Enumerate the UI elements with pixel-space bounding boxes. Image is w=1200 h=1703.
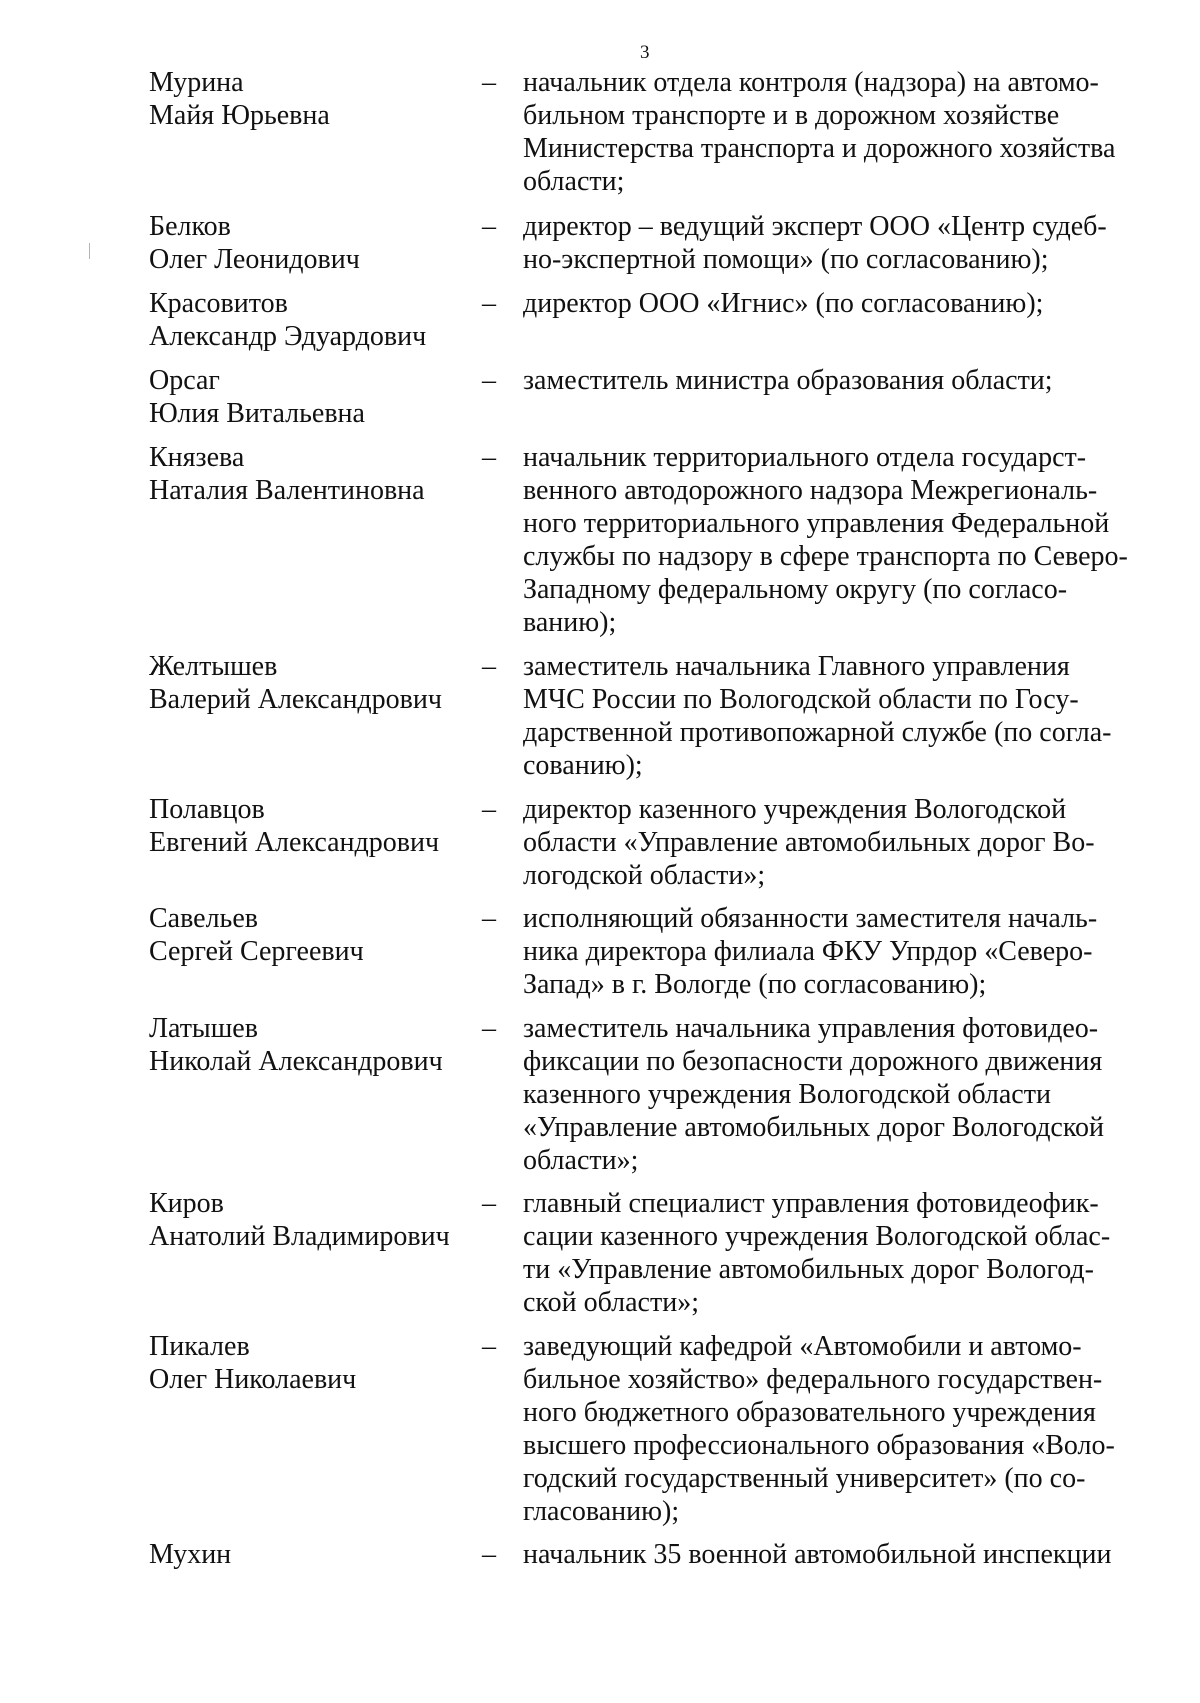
position-line: заместитель начальника управления фотовидео- xyxy=(523,1013,1099,1044)
member-given-name: Сергей Сергеевич xyxy=(149,936,364,967)
separator-dash: – xyxy=(482,1188,496,1219)
member-surname: Орсаг xyxy=(149,365,220,396)
position-line: ника директора филиала ФКУ Упрдор «Северо- xyxy=(523,936,1093,967)
separator-dash: – xyxy=(482,365,496,396)
separator-dash: – xyxy=(482,1331,496,1362)
separator-dash: – xyxy=(482,211,496,242)
member-surname: Белков xyxy=(149,211,231,242)
member-position xyxy=(523,441,1148,639)
member-surname: Киров xyxy=(149,1188,224,1219)
position-line: высшего профессионального образования «Воло- xyxy=(523,1430,1115,1461)
member-position xyxy=(523,650,1148,782)
member-surname: Латышев xyxy=(149,1013,258,1044)
position-line: дарственной противопожарной службе (по согла- xyxy=(523,717,1112,748)
member-position xyxy=(523,287,1148,320)
member-surname: Полавцов xyxy=(149,794,265,825)
position-line: сованию); xyxy=(523,750,643,781)
position-line: фиксации по безопасности дорожного движения xyxy=(523,1046,1103,1077)
member-surname: Пикалев xyxy=(149,1331,250,1362)
member-name xyxy=(149,1538,469,1571)
member-given-name: Олег Леонидович xyxy=(149,244,360,275)
member-position xyxy=(523,902,1148,1001)
position-line: но-экспертной помощи» (по согласованию); xyxy=(523,244,1049,275)
position-line: заместитель министра образования области; xyxy=(523,365,1053,396)
separator-dash: – xyxy=(482,1539,496,1570)
member-position xyxy=(523,1187,1148,1319)
member-name xyxy=(149,793,469,859)
position-line: ти «Управление автомобильных дорог Вологод- xyxy=(523,1254,1094,1285)
separator-dash: – xyxy=(482,794,496,825)
position-line: ного территориального управления Федеральной xyxy=(523,508,1110,539)
member-name xyxy=(149,441,469,507)
member-given-name: Олег Николаевич xyxy=(149,1364,357,1395)
member-name xyxy=(149,364,469,430)
member-given-name: Александр Эдуардович xyxy=(149,321,427,352)
position-line: области; xyxy=(523,166,625,197)
member-given-name: Наталия Валентиновна xyxy=(149,475,425,506)
position-line: бильное хозяйство» федерального государствен- xyxy=(523,1364,1103,1395)
member-surname: Князева xyxy=(149,442,245,473)
position-line: бильном транспорте и в дорожном хозяйстве xyxy=(523,100,1060,131)
member-name xyxy=(149,1187,469,1253)
position-line: ного бюджетного образовательного учреждения xyxy=(523,1397,1096,1428)
member-name xyxy=(149,210,469,276)
member-name xyxy=(149,66,469,132)
position-line: ской области»; xyxy=(523,1287,699,1318)
position-line: области «Управление автомобильных дорог Во- xyxy=(523,827,1095,858)
position-line: начальник 35 военной автомобильной инспекции xyxy=(523,1539,1112,1570)
position-line: главный специалист управления фотовидеофик- xyxy=(523,1188,1099,1219)
member-name xyxy=(149,1012,469,1078)
position-line: ванию); xyxy=(523,607,617,638)
position-line: заведующий кафедрой «Автомобили и автомо- xyxy=(523,1331,1082,1362)
position-line: венного автодорожного надзора Межрегиональ- xyxy=(523,475,1098,506)
position-line: службы по надзору в сфере транспорта по Северо- xyxy=(523,541,1128,572)
position-line: казенного учреждения Вологодской области xyxy=(523,1079,1051,1110)
position-line: начальник отдела контроля (надзора) на автомо- xyxy=(523,67,1099,98)
position-line: директор ООО «Игнис» (по согласованию); xyxy=(523,288,1044,319)
member-name xyxy=(149,902,469,968)
member-name xyxy=(149,287,469,353)
member-given-name: Николай Александрович xyxy=(149,1046,443,1077)
member-position xyxy=(523,793,1148,892)
separator-dash: – xyxy=(482,288,496,319)
member-surname: Савельев xyxy=(149,903,258,934)
member-given-name: Юлия Витальевна xyxy=(149,398,365,429)
member-position xyxy=(523,1012,1148,1177)
member-surname: Мухин xyxy=(149,1539,232,1570)
binding-mark xyxy=(89,243,90,259)
member-position xyxy=(523,66,1148,198)
position-line: Запад» в г. Вологде (по согласованию); xyxy=(523,969,987,1000)
member-surname: Мурина xyxy=(149,67,244,98)
member-surname: Красовитов xyxy=(149,288,288,319)
position-line: Министерства транспорта и дорожного хозяйства xyxy=(523,133,1116,164)
member-given-name: Валерий Александрович xyxy=(149,684,442,715)
position-line: исполняющий обязанности заместителя началь- xyxy=(523,903,1098,934)
member-given-name: Евгений Александрович xyxy=(149,827,440,858)
member-given-name: Анатолий Владимирович xyxy=(149,1221,450,1252)
position-line: Западному федеральному округу (по согласо- xyxy=(523,574,1068,605)
separator-dash: – xyxy=(482,651,496,682)
separator-dash: – xyxy=(482,67,496,98)
member-name xyxy=(149,1330,469,1396)
member-position xyxy=(523,1538,1148,1571)
page-number: 3 xyxy=(640,42,650,63)
position-line: логодской области»; xyxy=(523,860,766,891)
separator-dash: – xyxy=(482,903,496,934)
member-given-name: Майя Юрьевна xyxy=(149,100,330,131)
position-line: сации казенного учреждения Вологодской облас- xyxy=(523,1221,1111,1252)
position-line: заместитель начальника Главного управления xyxy=(523,651,1070,682)
member-position xyxy=(523,210,1148,276)
separator-dash: – xyxy=(482,1013,496,1044)
position-line: гласованию); xyxy=(523,1496,680,1527)
position-line: области»; xyxy=(523,1145,639,1176)
position-line: МЧС России по Вологодской области по Госу- xyxy=(523,684,1079,715)
member-name xyxy=(149,650,469,716)
member-position xyxy=(523,1330,1148,1528)
position-line: годский государственный университет» (по со- xyxy=(523,1463,1086,1494)
separator-dash: – xyxy=(482,442,496,473)
member-position xyxy=(523,364,1148,397)
position-line: «Управление автомобильных дорог Вологодской xyxy=(523,1112,1105,1143)
position-line: директор казенного учреждения Вологодской xyxy=(523,794,1067,825)
position-line: начальник территориального отдела государст- xyxy=(523,442,1087,473)
position-line: директор – ведущий эксперт ООО «Центр судеб- xyxy=(523,211,1107,242)
member-surname: Желтышев xyxy=(149,651,278,682)
